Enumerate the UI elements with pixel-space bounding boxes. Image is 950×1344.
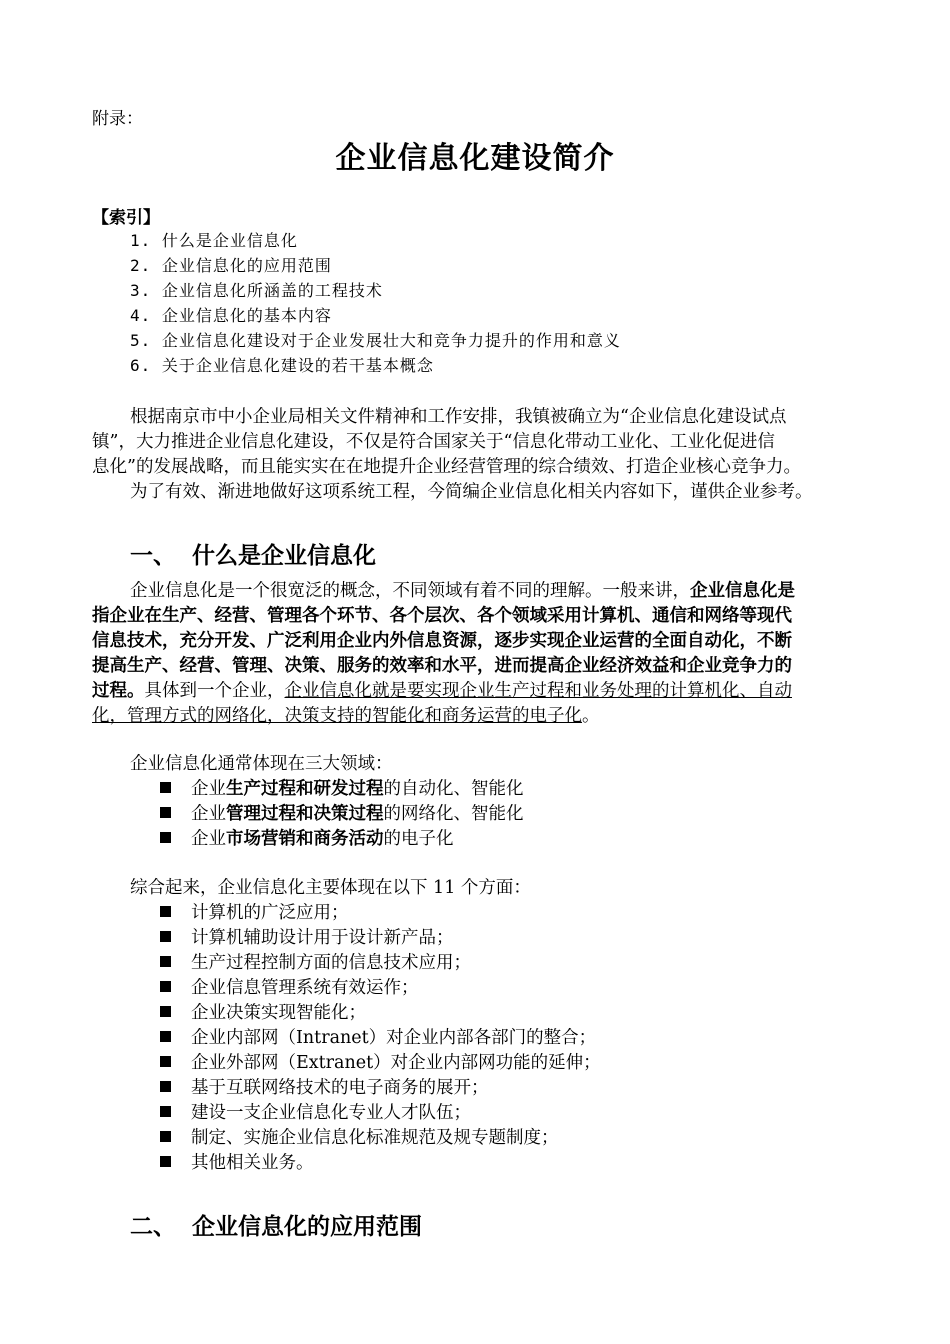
item-text: 企业: [191, 779, 226, 799]
bullet-square-icon: [160, 931, 171, 942]
bullet-square-icon: [160, 981, 171, 992]
list-item: [160, 1124, 559, 1149]
definition-bold: 指企业在生产、经营、管理各个环节、各个层次、各个领域采用计算机、通信和网络等现代: [92, 606, 792, 626]
definition-line: [92, 702, 600, 727]
bullet-square-icon: [160, 807, 171, 818]
list-item: [160, 924, 454, 949]
index-item: 1. 什么是企业信息化: [130, 231, 298, 250]
definition-underline: 化，管理方式的网络化，决策支持的智能化和商务运营的电子化: [92, 706, 582, 726]
list-item: [160, 949, 471, 974]
item-bold: 管理过程和决策过程: [226, 804, 384, 824]
index-item: 2. 企业信息化的应用范围: [130, 256, 332, 275]
list-item: [160, 1099, 471, 1124]
section-number: 一、: [130, 543, 176, 569]
item-text: 建设一支企业信息化专业人才队伍；: [191, 1103, 471, 1123]
item-text: 的电子化: [383, 829, 454, 849]
item-text: 企业决策实现智能化；: [191, 1003, 366, 1023]
item-text: 企业信息管理系统有效运作；: [191, 978, 419, 998]
list-item: [160, 974, 419, 999]
definition-line: [130, 577, 795, 602]
intro-line: 息化”的发展战略，而且能实实在在地提升企业经营管理的综合绩效、打造企业核心竞争力。: [92, 457, 801, 477]
bullet-square-icon: [160, 832, 171, 843]
list-item: [160, 1074, 489, 1099]
index-item: 4. 企业信息化的基本内容: [130, 306, 332, 325]
item-text: 生产过程控制方面的信息技术应用；: [191, 953, 471, 973]
bullet-square-icon: [160, 782, 171, 793]
bullet-square-icon: [160, 1156, 171, 1167]
section-title: 企业信息化的应用范围: [192, 1214, 422, 1240]
item-text: 制定、实施企业信息化标准规范及规专题制度；: [191, 1128, 559, 1148]
item-text: 其他相关业务。: [191, 1153, 314, 1173]
list-item: [160, 999, 366, 1024]
definition-bold: 企业信息化是: [690, 581, 795, 601]
list-item: [160, 825, 454, 850]
aspects-intro: 综合起来，企业信息化主要体现在以下 11 个方面：: [130, 878, 531, 898]
definition-text: 企业信息化是一个很宽泛的概念，不同领域有着不同的理解。一般来讲，: [130, 581, 690, 601]
bullet-square-icon: [160, 1031, 171, 1042]
item-text: 企业: [191, 829, 226, 849]
list-item: [160, 1024, 596, 1049]
domains-intro: 企业信息化通常体现在三大领域：: [130, 754, 393, 774]
list-item: [160, 1049, 601, 1074]
list-item: [160, 775, 524, 800]
definition-bold: 过程。: [92, 681, 145, 701]
list-item: [160, 1149, 314, 1174]
section-title: 什么是企业信息化: [192, 543, 376, 569]
list-item: [160, 899, 349, 924]
bullet-square-icon: [160, 1006, 171, 1017]
item-text: 基于互联网络技术的电子商务的展开；: [191, 1078, 489, 1098]
bullet-square-icon: [160, 1106, 171, 1117]
index-item: 3. 企业信息化所涵盖的工程技术: [130, 281, 383, 300]
bullet-square-icon: [160, 1131, 171, 1142]
item-text: 企业内部网（Intranet）对企业内部各部门的整合；: [191, 1028, 597, 1048]
bullet-square-icon: [160, 1056, 171, 1067]
index-item: 6. 关于企业信息化建设的若干基本概念: [130, 356, 434, 375]
item-text: 计算机辅助设计用于设计新产品；: [191, 928, 454, 948]
section-number: 二、: [130, 1214, 176, 1240]
intro-line: 为了有效、渐进地做好这项系统工程，今简编企业信息化相关内容如下，谨供企业参考。: [130, 482, 813, 502]
definition-text: 具体到一个企业，: [144, 681, 285, 701]
definition-text: 。: [582, 706, 600, 726]
list-item: [160, 800, 524, 825]
definition-bold: 提高生产、经营、管理、决策、服务的效率和水平，进而提高企业经济效益和企业竞争力的: [92, 656, 792, 676]
bullet-square-icon: [160, 906, 171, 917]
item-text: 企业: [191, 804, 226, 824]
intro-line: 镇”，大力推进企业信息化建设，不仅是符合国家关于“信息化带动工业化、工业化促进信: [92, 432, 775, 452]
bullet-square-icon: [160, 1081, 171, 1092]
section-heading-2: [130, 1208, 422, 1241]
item-text: 的网络化、智能化: [383, 804, 524, 824]
item-text: 的自动化、智能化: [383, 779, 524, 799]
item-text: 企业外部网（Extranet）对企业内部网功能的延伸；: [191, 1053, 601, 1073]
intro-line: 根据南京市中小企业局相关文件精神和工作安排，我镇被确立为“企业信息化建设试点: [130, 407, 787, 427]
item-text: 计算机的广泛应用；: [191, 903, 349, 923]
appendix-label: 附录：: [92, 109, 143, 129]
section-heading-1: [130, 537, 376, 570]
item-bold: 市场营销和商务活动: [226, 829, 384, 849]
bullet-square-icon: [160, 956, 171, 967]
definition-line: [92, 677, 792, 702]
definition-underline: 企业信息化就是要实现企业生产过程和业务处理的计算机化、自动: [284, 681, 792, 701]
index-heading: 【索引】: [92, 208, 160, 228]
definition-bold: 信息技术，充分开发、广泛利用企业内外信息资源，逐步实现企业运营的全面自动化，不断: [92, 631, 792, 651]
index-item: 5. 企业信息化建设对于企业发展壮大和竞争力提升的作用和意义: [130, 331, 621, 350]
page-title: 企业信息化建设简介: [335, 141, 615, 176]
item-bold: 生产过程和研发过程: [226, 779, 384, 799]
